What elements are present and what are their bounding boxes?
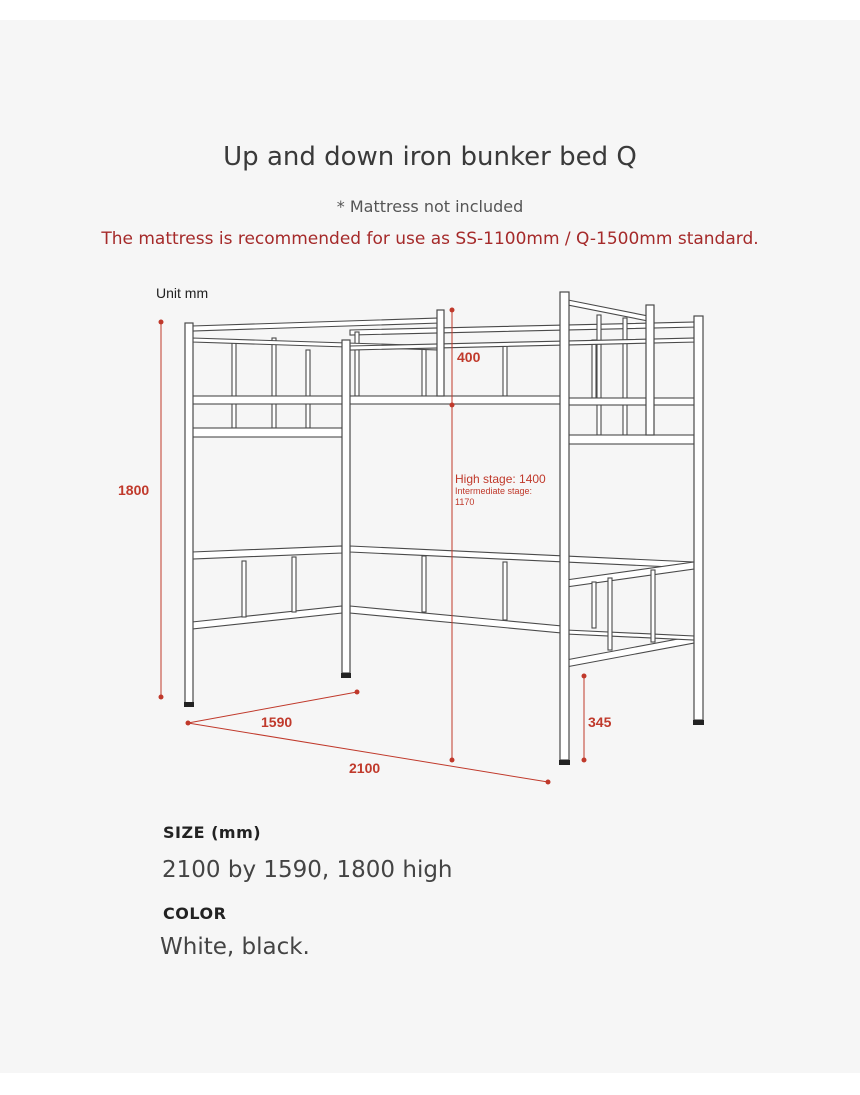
size-value: 2100 by 1590, 1800 high <box>162 857 453 883</box>
color-value: White, black. <box>160 934 310 960</box>
mattress-recommendation: The mattress is recommended for use as SS-1100mm / Q-1500mm standard. <box>101 229 759 249</box>
page-title: Up and down iron bunker bed Q <box>223 142 637 172</box>
height-dimension-label: 1800 <box>118 482 150 498</box>
length-dimension-label: 2100 <box>349 760 381 776</box>
intermediate-stage-label: Intermediate stage: <box>455 486 533 496</box>
mattress-note: * Mattress not included <box>336 197 524 216</box>
width-dimension-label: 1590 <box>261 714 293 730</box>
dimension-lines <box>159 308 587 785</box>
unit-label: Unit mm <box>156 285 209 301</box>
intermediate-stage-value: 1170 <box>455 497 475 507</box>
size-heading: SIZE (mm) <box>163 823 262 842</box>
high-stage-label: High stage: 1400 <box>455 472 546 486</box>
guardrail-dimension-label: 400 <box>457 349 481 365</box>
bed-frame <box>184 292 704 765</box>
color-heading: COLOR <box>163 904 227 923</box>
clearance-dimension-label: 345 <box>588 714 612 730</box>
